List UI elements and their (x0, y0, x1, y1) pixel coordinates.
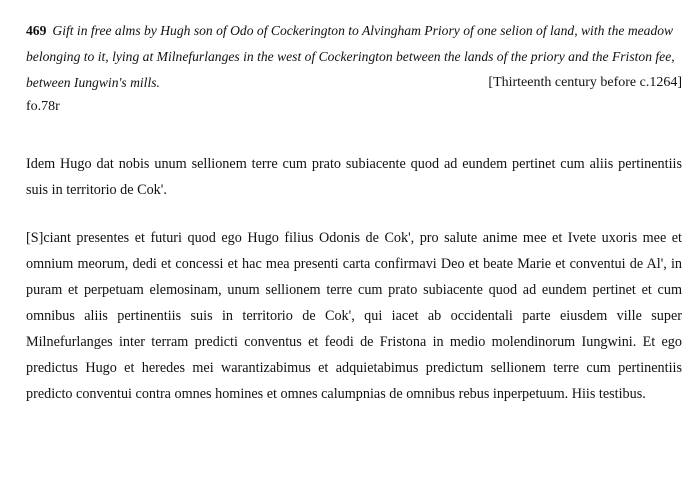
folio-reference: fo.78r (26, 99, 60, 114)
entry-summary: Gift in free alms by Hugh son of Odo of Cockerington to Alvingham Priory of one selion of land, with the meadow belonging to it, lying at Milnefurlanges in the west of Cockerington between the lands of the priory and the Friston fee, between Iungwin's mills. (26, 23, 675, 90)
entry-number: 469 (26, 23, 47, 38)
latin-rubric-paragraph: Idem Hugo dat nobis unum sellionem terre cum prato subiacente quod ad eundem pertinet cum aliis pertinentiis suis in territorio de Cok'. (26, 156, 682, 198)
latin-charter-paragraph: [S]ciant presentes et futuri quod ego Hugo filius Odonis de Cok', pro salute anime mee et Ivete uxoris mee et omnium meorum, dedi et concessi et hac mea presenti carta confirmavi Deo et beate Marie et conventui de Al', in puram et perpetuam elemosinam, unum sellionem terre cum prato subiacente quod ad eundem pertinet et cum omnibus aliis pertinentiis suis in territorio de Cok', qui iacet ab occidentali parte eiusdem ville super Milnefurlanges inter terram predicti conventus et feodi de Fristona in medio molendinorum Iungwini. Et ego predictus Hugo et heredes mei warantizabimus et adquietabimus predictum sellionem terre cum pertinentiis predicto conventui contra omnes homines et omnes calumpnias de omnibus rebus inperpetuum. Hiis testibus. (26, 230, 682, 402)
entry-date: [Thirteenth century before c.1264] (488, 75, 682, 90)
document-page (26, 18, 682, 407)
entry-heading (26, 18, 682, 96)
